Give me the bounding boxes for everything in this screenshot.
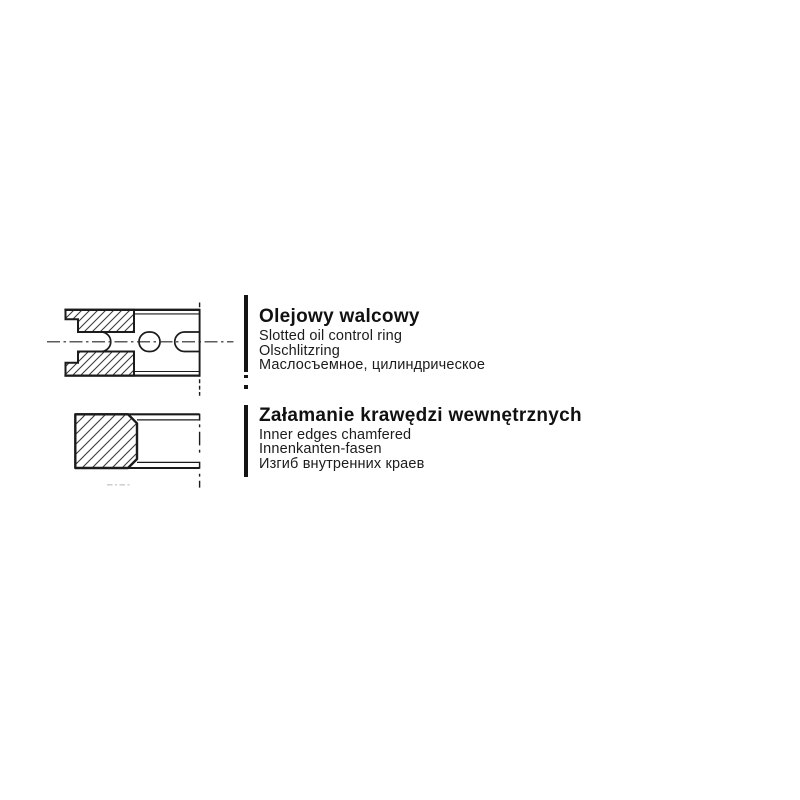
slotted-oil-ring-drawing: [40, 293, 240, 403]
section-title: Załamanie krawędzi wewnętrznych: [259, 404, 582, 426]
chamfered-ring-section: [75, 414, 137, 468]
divider-dash: [244, 385, 248, 389]
ring-section-lower-block: [66, 352, 135, 376]
chamfered-ring-drawing: [55, 403, 220, 498]
section-divider: [244, 405, 248, 477]
divider-dash: [244, 375, 248, 378]
label-en: Slotted oil control ring: [259, 328, 403, 344]
chamfer-labels: [259, 404, 582, 472]
label-de: Olschlitzring: [259, 342, 340, 359]
ring-section-upper-block: [66, 310, 135, 332]
section-divider: [244, 295, 248, 372]
label-en: Inner edges chamfered: [259, 426, 412, 443]
oil-ring-labels: [259, 305, 485, 373]
land-edge-lines: [134, 314, 200, 372]
label-ru: Изгиб внутренних краев: [259, 455, 425, 472]
label-de: Innenkanten-fasen: [259, 441, 382, 458]
chamfer-edge-lines: [137, 420, 200, 463]
section-title: Olejowy walcowy: [259, 306, 420, 327]
label-ru: Маслосъемное, цилиндрическое: [259, 357, 486, 374]
